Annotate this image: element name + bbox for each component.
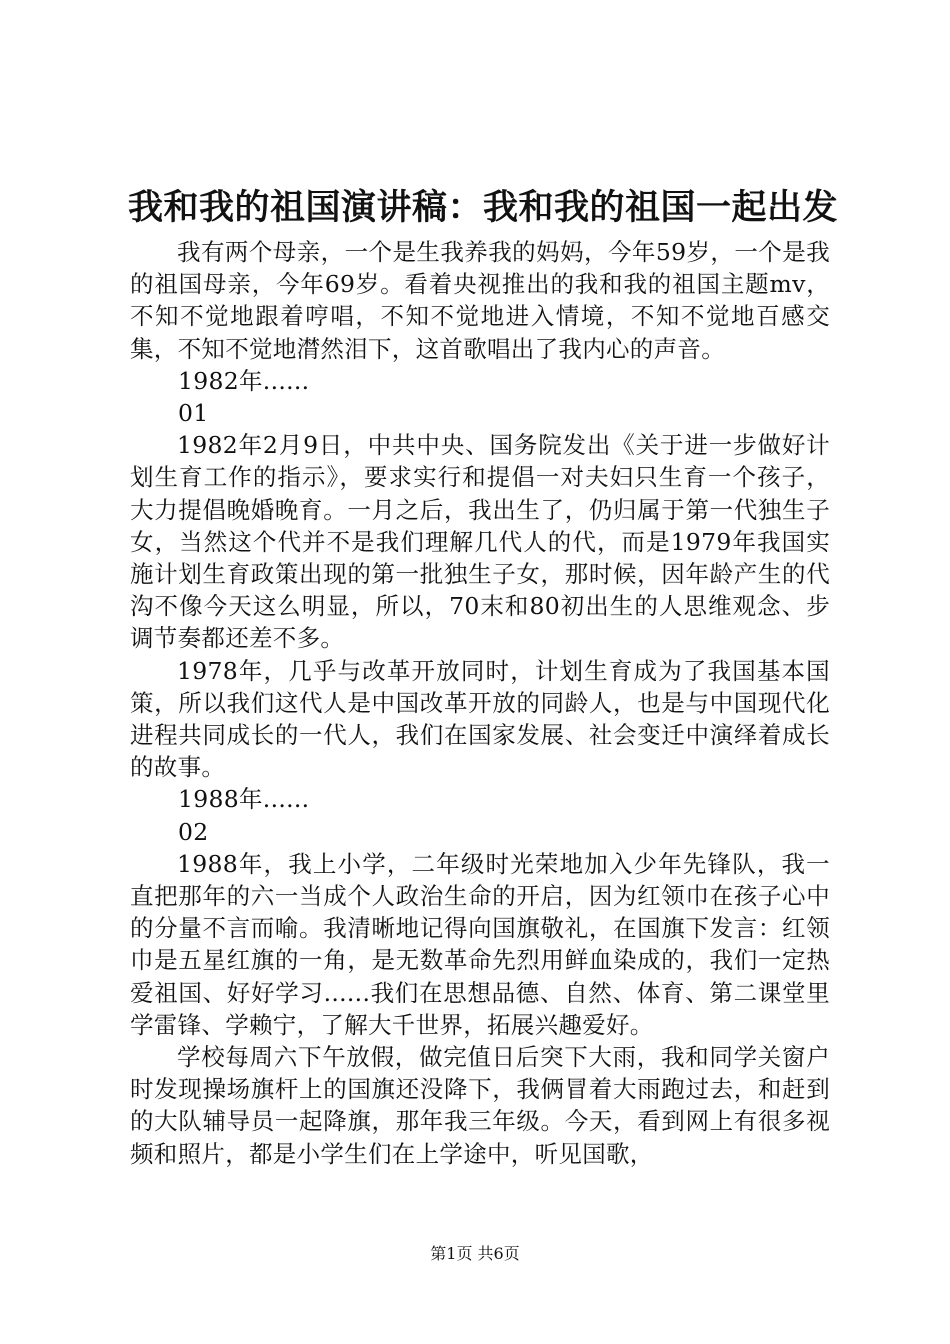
section-number-02: 02 bbox=[178, 817, 209, 846]
section-year-1982: 1982年...... bbox=[178, 366, 310, 395]
paragraph-flag: 学校每周六下午放假，做完值日后突下大雨，我和同学关窗户时发现操场旗杆上的国旗还没降下，我俩冒着大雨跑过去，和赶到的大队辅导员一起降旗，那年我三年级。今天，看到网上有很多视频和照片，都是小学生们在上学途中，听见国歌， bbox=[130, 1043, 830, 1168]
document-title: 我和我的祖国演讲稿：我和我的祖国一起出发 bbox=[128, 187, 839, 228]
page-footer: 第1页 共6页 bbox=[430, 1244, 520, 1263]
paragraph-1988: 1988年，我上小学，二年级时光荣地加入少年先锋队，我一直把那年的六一当成个人政治生命的开启，因为红领巾在孩子心中的分量不言而喻。我清晰地记得向国旗敬礼，在国旗下发言：红领巾是五星红旗的一角，是无数革命先烈用鲜血染成的，我们一定热爱祖国、好好学习......我们在思想品德、自然、体育、第二课堂里学雷锋、学赖宁，了解大千世界，拓展兴趣爱好。 bbox=[130, 849, 830, 1039]
paragraph-1982: 1982年2月9日，中共中央、国务院发出《关于进一步做好计划生育工作的指示》，要求实行和提倡一对夫妇只生育一个孩子，大力提倡晚婚晚育。一月之后，我出生了，仍归属于第一代独生子女，当然这个代并不是我们理解几代人的代，而是1979年我国实施计划生育政策出现的第一批独生子女，那时候，因年龄产生的代沟不像今天这么明显，所以，70末和80初出生的人思维观念、步调节奏都还差不多。 bbox=[130, 431, 830, 653]
document-body bbox=[130, 236, 830, 1170]
section-number-01: 01 bbox=[178, 399, 209, 428]
paragraph-1978: 1978年，几乎与改革开放同时，计划生育成为了我国基本国策，所以我们这代人是中国改革开放的同龄人，也是与中国现代化进程共同成长的一代人，我们在国家发展、社会变迁中演绎着成长的故事。 bbox=[130, 656, 830, 782]
paragraph-intro: 我有两个母亲，一个是生我养我的妈妈，今年59岁，一个是我的祖国母亲，今年69岁。看着央视推出的我和我的祖国主题mv，不知不觉地跟着哼唱，不知不觉地进入情境，不知不觉地百感交集，不知不觉地潸然泪下，这首歌唱出了我内心的声音。 bbox=[130, 238, 830, 363]
section-year-1988: 1988年...... bbox=[178, 785, 310, 814]
